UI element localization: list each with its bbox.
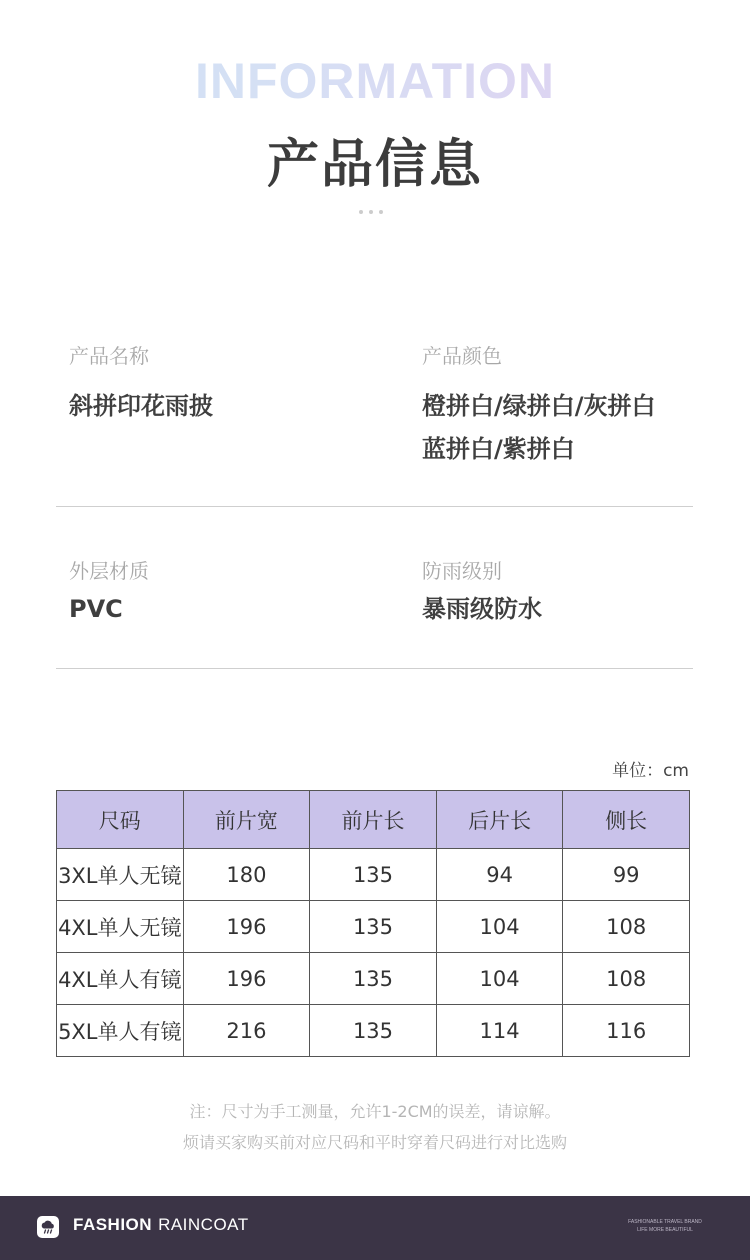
table-cell: 3XL单人无镜 <box>57 849 184 901</box>
table-row <box>57 953 690 1005</box>
table-cell: 135 <box>310 901 437 953</box>
table-cell: 108 <box>563 953 690 1005</box>
table-cell: 135 <box>310 1005 437 1057</box>
product-name-label: 产品名称 <box>69 344 149 368</box>
brand-light: RAINCOAT <box>158 1215 249 1234</box>
table-cell: 196 <box>183 953 310 1005</box>
table-cell: 4XL单人无镜 <box>57 901 184 953</box>
dots-divider <box>359 210 383 214</box>
footer-tagline <box>620 1218 710 1234</box>
tagline-line1: FASHIONABLE TRAVEL BRAND <box>628 1219 702 1225</box>
table-cell: 108 <box>563 901 690 953</box>
rain-level-value: 暴雨级防水 <box>422 595 542 623</box>
table-cell: 94 <box>436 849 563 901</box>
table-cell: 5XL单人有镜 <box>57 1005 184 1057</box>
table-cell: 180 <box>183 849 310 901</box>
unit-label: 单位：cm <box>612 761 689 781</box>
header-front-length: 前片长 <box>310 791 437 849</box>
divider <box>56 668 693 669</box>
footer-brand <box>73 1215 249 1235</box>
table-cell: 135 <box>310 849 437 901</box>
product-color-value-line2: 蓝拼白/紫拼白 <box>422 435 575 463</box>
material-label: 外层材质 <box>69 559 149 583</box>
title-en: INFORMATION <box>0 52 750 110</box>
header-side-length: 侧长 <box>563 791 690 849</box>
rain-level-label: 防雨级别 <box>422 559 502 583</box>
table-cell: 135 <box>310 953 437 1005</box>
material-value: PVC <box>69 595 123 623</box>
measurement-note: 注：尺寸为手工测量，允许1-2CM的误差，请谅解。 <box>189 1102 561 1121</box>
table-cell: 104 <box>436 953 563 1005</box>
page-title: 产品信息 <box>266 135 483 195</box>
table-cell: 114 <box>436 1005 563 1057</box>
table-header-row <box>57 791 690 849</box>
table-cell: 99 <box>563 849 690 901</box>
product-color-value-line1: 橙拼白/绿拼白/灰拼白 <box>422 392 656 420</box>
table-row <box>57 901 690 953</box>
table-cell: 216 <box>183 1005 310 1057</box>
header-back-length: 后片长 <box>436 791 563 849</box>
tagline-line2: LIFE MORE BEAUTIFUL <box>637 1227 693 1233</box>
brand-bold: FASHION <box>73 1215 153 1234</box>
size-table <box>56 790 690 1057</box>
header-front-width: 前片宽 <box>183 791 310 849</box>
header-size: 尺码 <box>57 791 184 849</box>
divider <box>56 506 693 507</box>
table-cell: 116 <box>563 1005 690 1057</box>
table-row <box>57 849 690 901</box>
cloud-rain-icon <box>37 1216 59 1238</box>
table-cell: 104 <box>436 901 563 953</box>
product-color-label: 产品颜色 <box>422 344 502 368</box>
table-cell: 196 <box>183 901 310 953</box>
product-name-value: 斜拼印花雨披 <box>69 392 213 420</box>
purchase-note: 烦请买家购买前对应尺码和平时穿着尺码进行对比选购 <box>182 1133 567 1152</box>
table-row <box>57 1005 690 1057</box>
table-cell: 4XL单人有镜 <box>57 953 184 1005</box>
